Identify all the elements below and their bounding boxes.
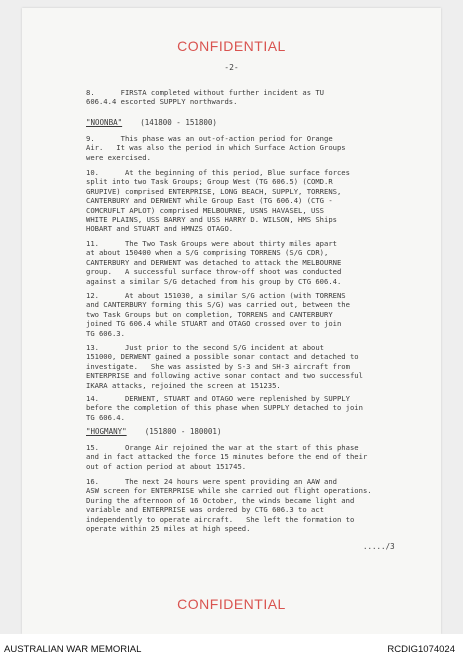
section-title: "HOGMANY" — [86, 427, 127, 436]
confidential-footer: CONFIDENTIAL — [177, 596, 286, 612]
continued-marker: ...../3 — [363, 542, 395, 551]
section-title: "NOONBA" — [86, 118, 123, 127]
paragraph-15: 15. Orange Air rejoined the war at the start of this phase and in fact attacked the force 15 minutes before the end of their out of action period at about 151745. — [86, 443, 368, 471]
archive-reference: RCDIG1074024 — [387, 644, 455, 655]
paragraph-10: 10. At the beginning of this period, Blue surface forces split into two Task Groups; Group West (TG 606.5) (COMD.R GRUPIVE) comprised ENTERPRISE, LONG BEACH, SUPPLY, TORRENS, CANTERBURY and DERWENT while Group East (TG 606.4) (CTG - COMCRUFLT APLOT) comprised MELBOURNE, USNS HAVASEL, USS WHITE PLAINS, USS BARRY and USS HARRY D. WILSON, HMS Ships HOBART and STUART and HMNZS OTAGO. — [86, 168, 350, 234]
paragraph-16: 16. The next 24 hours were spent providing an AAW and ASW screen for ENTERPRISE while she carried out flight operations. During the afternoon of 16 October, the winds became light and variable and ENTERPRISE was ordered by CTG 606.3 to act independently to operate aircraft. She left the formation to operate within 25 miles at high speed. — [86, 477, 372, 534]
paragraph-8: 8. FIRSTA completed without further incident as TU 606.4.4 escorted SUPPLY northwards. — [86, 88, 324, 107]
confidential-header: CONFIDENTIAL — [177, 38, 286, 54]
paragraph-14: 14. DERWENT, STUART and OTAGO were replenished by SUPPLY before the completion of this phase when SUPPLY detached to join TG 606.4. — [86, 394, 363, 422]
archive-name: AUSTRALIAN WAR MEMORIAL — [4, 644, 142, 655]
paragraph-12: 12. At about 151030, a similar S/G action (with TORRENS and CANTERBURY forming this S/G) was carried out, between the two Task Groups but on completion, TORRENS and CANTERBURY joined TG 606.4 while STUART and OTAGO crossed over to join TG 606.3. — [86, 291, 350, 338]
page-number: -2- — [224, 63, 239, 72]
section-time: (151800 - 180001) — [144, 427, 222, 436]
section-time: (141800 - 151800) — [140, 118, 217, 127]
section-header-hogmany — [86, 427, 221, 436]
section-header-noonba — [86, 118, 217, 127]
paragraph-11: 11. The Two Task Groups were about thirty miles apart at about 150400 when a S/G comprising TORRENS (S/G CDR), CANTERBURY and DERWENT was detached to attack the MELBOURNE group. A successful surface throw-off shoot was conducted against a similar S/G detached from his group by CTG 606.4. — [86, 239, 342, 286]
document-page — [22, 8, 441, 634]
archive-footer — [0, 634, 463, 666]
paragraph-13: 13. Just prior to the second S/G incident at about 151000, DERWENT gained a possible sonar contact and detached to investigate. She was assisted by S-3 and SH-3 aircraft from ENTERPRISE and following active sonar contact and two successful IKARA attacks, rejoined the screen at 151235. — [86, 343, 363, 390]
paragraph-9: 9. This phase was an out-of-action period for Orange Air. It was also the period in which Surface Action Groups were exercised. — [86, 134, 346, 162]
